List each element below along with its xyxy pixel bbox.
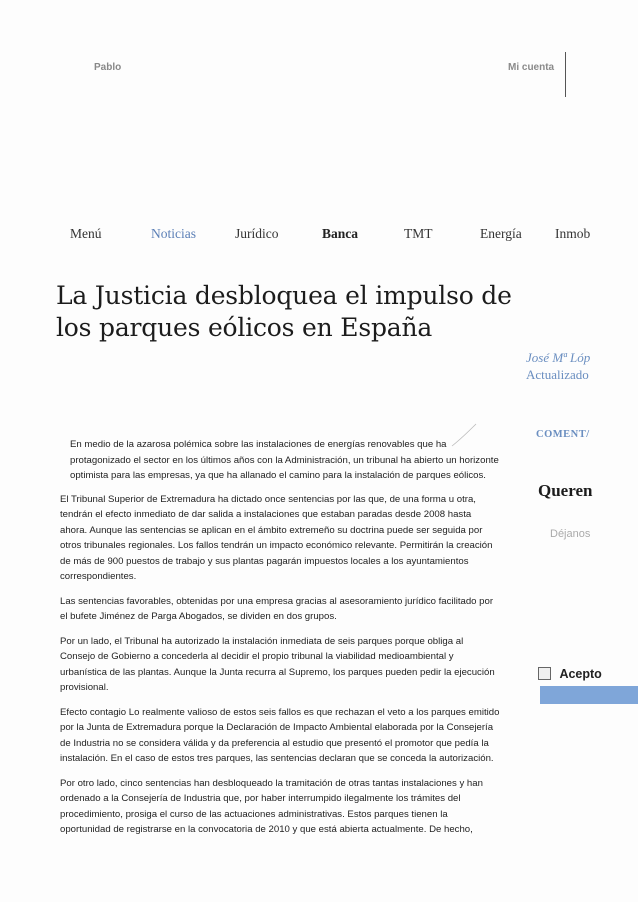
my-account-link[interactable]: Mi cuenta: [508, 62, 555, 73]
accept-label: Acepto: [559, 666, 602, 681]
article-paragraph: En medio de la azarosa polémica sobre las instalaciones de energías renovables que ha protagonizado el sector en los últimos años con la Administración, un tribunal ha abierto un horizonte optimista para las empresas, ya que ha allanado el camino para la instalación de parques eólicos.: [70, 439, 499, 481]
user-name[interactable]: Pablo: [94, 62, 122, 73]
top-bar: [0, 52, 638, 92]
nav-item-noticias[interactable]: Noticias: [151, 226, 196, 241]
article-paragraph: Por otro lado, cinco sentencias han desbloqueado la tramitación de otras tantas instalaciones y han ordenado a la Consejería de Industria que, por haber interrumpido ilegalmente los trámites del procedimiento, prosiga el curso de las actuaciones administrativas. Estos parques tienen la oportunidad de registrarse en la convocatoria de 2010 y que está abierta actualmente. De hecho,: [60, 777, 483, 835]
article-paragraph: Las sentencias favorables, obtenidas por una empresa gracias al asesoramiento jurídico facilitado por el bufete Jiménez de Parga Abogados, se dividen en dos grupos.: [60, 595, 494, 622]
accept-terms-row[interactable]: [538, 665, 602, 681]
article-paragraph: Efecto contagio Lo realmente valioso de estos seis fallos es que rechazan el veto a los parques emitido por la Junta de Extremadura porque la Declaración de Impacto Ambiental elaborada por la Consejería de Industria no se considera válida y da preferencia al estudio que presentó el promotor que pedía la instalación. En el caso de estos tres parques, las sentencias declaran que se conceda la autorización.: [60, 706, 500, 764]
nav-item-juridico[interactable]: Jurídico: [235, 226, 279, 241]
comment-box-title: Queren: [538, 481, 593, 500]
main-nav: [0, 226, 638, 248]
comment-input-placeholder[interactable]: Déjanos: [550, 528, 591, 540]
accept-checkbox[interactable]: [538, 667, 551, 680]
divider: [565, 52, 566, 97]
nav-item-tmt[interactable]: TMT: [404, 226, 433, 241]
nav-item-menu[interactable]: Menú: [70, 226, 102, 241]
article-paragraph: Por un lado, el Tribunal ha autorizado la instalación inmediata de seis parques porque obliga al Consejo de Gobierno a concederla al decidir el propio tribunal la viabilidad medioambiental y urbanística de las plantas. Aunque la Junta recurra al Supremo, los parques pueden pedir la ejecución provisional.: [60, 635, 495, 693]
comments-link[interactable]: COMENT/: [536, 429, 590, 440]
nav-item-banca[interactable]: Banca: [322, 226, 359, 241]
article-headline: La Justicia desbloquea el impulso de los parques eólicos en España: [56, 281, 512, 342]
nav-item-inmobiliario[interactable]: Inmob: [555, 226, 591, 241]
article-body: [60, 437, 500, 847]
article-paragraph: El Tribunal Superior de Extremadura ha dictado once sentencias por las que, de una forma u otra, tendrán el efecto inmediato de dar salida a instalaciones que estaban paradas desde 2008 hasta ahora. Aunque las sentencias se aplican en el ámbito extremeño su doctrina puede ser seguida por otros tribunales regionales. Los fallos tendrán un impacto económico relevante. Permitirán la creación de más de 900 puestos de trabajo y sus plantas pagarán impuestos locales a los ayuntamientos correspondientes.: [60, 493, 493, 582]
article-author[interactable]: José Mª Lóp: [526, 350, 591, 365]
nav-item-energia[interactable]: Energía: [480, 226, 522, 241]
article-updated: Actualizado: [526, 367, 589, 382]
send-comment-button[interactable]: [540, 686, 638, 704]
